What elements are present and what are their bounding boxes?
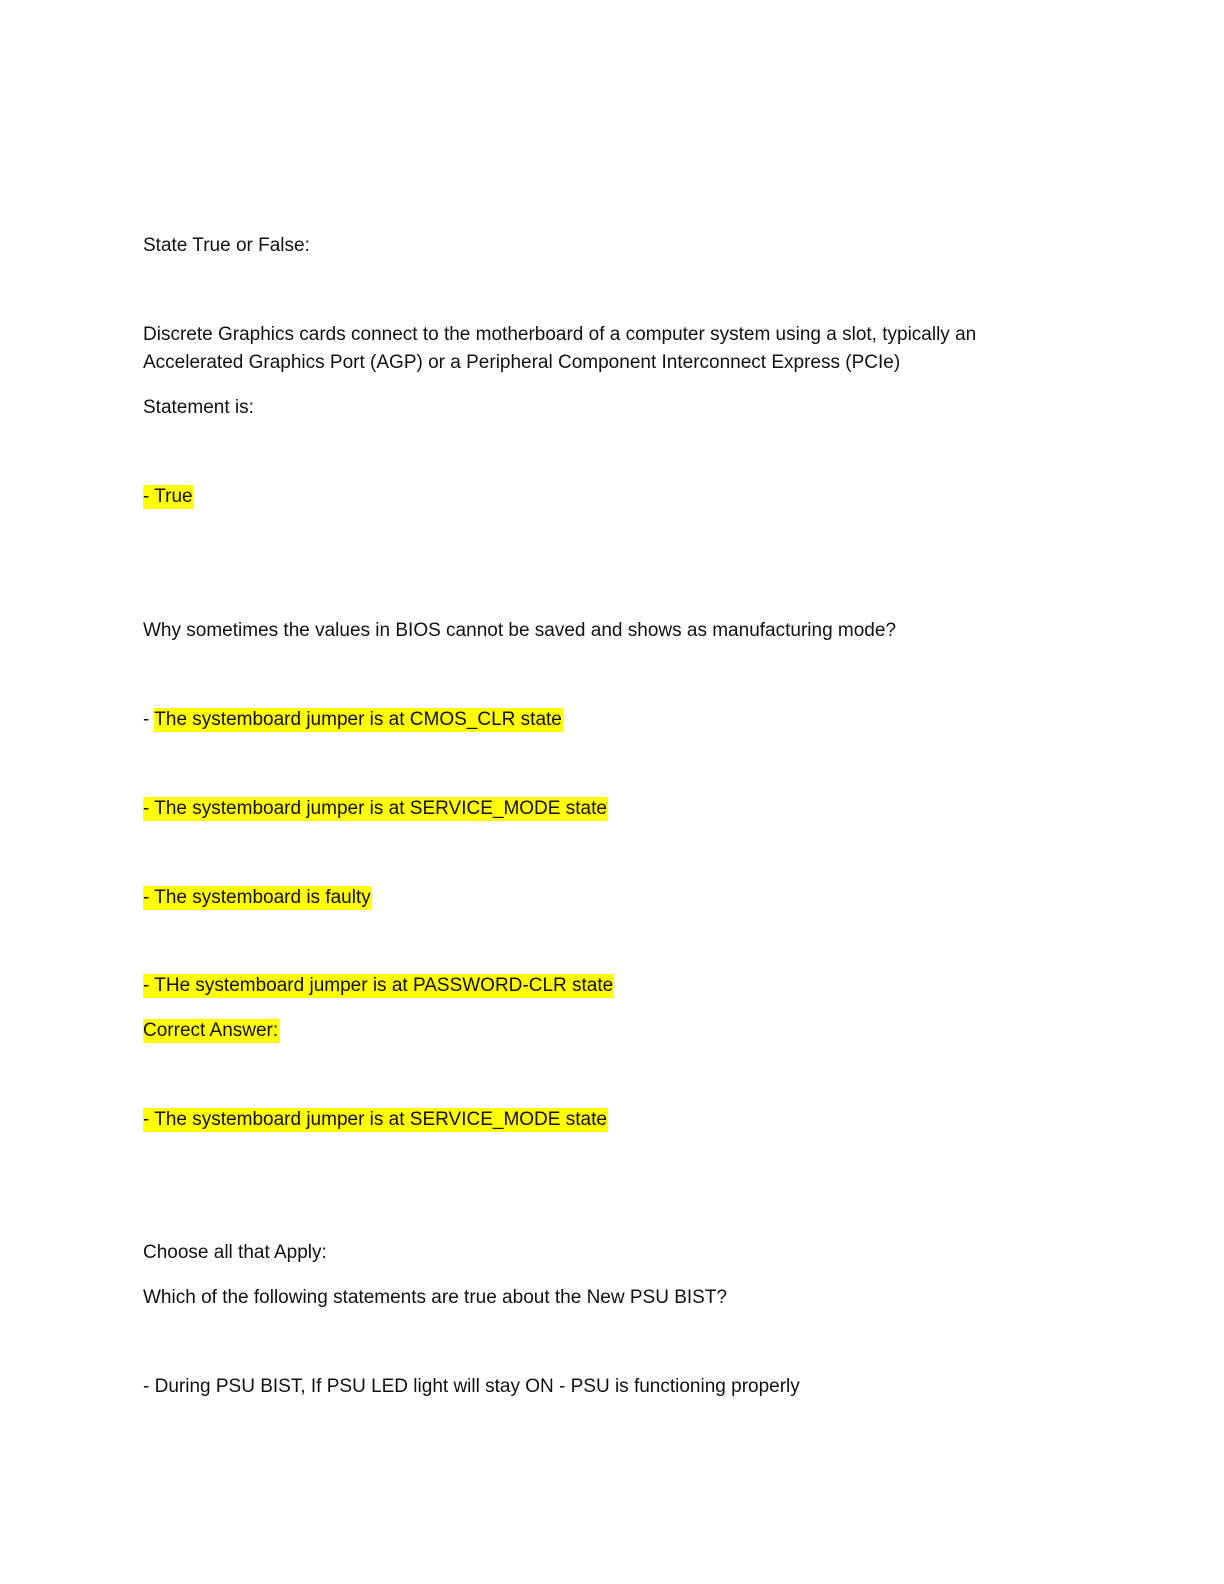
- q2-correct-label: Correct Answer:: [143, 1020, 279, 1041]
- q2-option-1-prefix: -: [143, 709, 155, 730]
- q2-option-1-text: The systemboard jumper is at CMOS_CLR state: [154, 709, 562, 730]
- q2-option-2: - The systemboard jumper is at SERVICE_MODE state: [143, 798, 607, 819]
- q1-instruction: State True or False:: [143, 235, 310, 256]
- q2-option-4-line: [143, 974, 614, 998]
- q2-correct-answer-line: [143, 1108, 608, 1132]
- q2-correct-answer: - The systemboard jumper is at SERVICE_MODE state: [143, 1109, 607, 1130]
- q3-option-1: - During PSU BIST, If PSU LED light will stay ON - PSU is functioning properly: [143, 1376, 800, 1397]
- q2-option-4: - THe systemboard jumper is at PASSWORD-CLR state: [143, 975, 614, 996]
- q1-answer-line: [143, 485, 194, 509]
- q2-option-3-line: [143, 886, 372, 910]
- q1-answer: - True: [143, 486, 193, 507]
- q1-statement-line-1: Discrete Graphics cards connect to the motherboard of a computer system using a slot, typically an: [143, 324, 977, 345]
- q2-option-1: [143, 708, 563, 732]
- q2-option-3: - The systemboard is faulty: [143, 887, 371, 908]
- q1-prompt: Statement is:: [143, 397, 254, 418]
- q3-instruction: Choose all that Apply:: [143, 1242, 327, 1263]
- q2-question: Why sometimes the values in BIOS cannot be saved and shows as manufacturing mode?: [143, 620, 897, 641]
- q2-correct-label-line: [143, 1019, 279, 1043]
- q3-question: Which of the following statements are true about the New PSU BIST?: [143, 1287, 728, 1308]
- q1-statement-line-2: Accelerated Graphics Port (AGP) or a Peripheral Component Interconnect Express (PCIe): [143, 352, 901, 373]
- q2-option-2-line: [143, 797, 608, 821]
